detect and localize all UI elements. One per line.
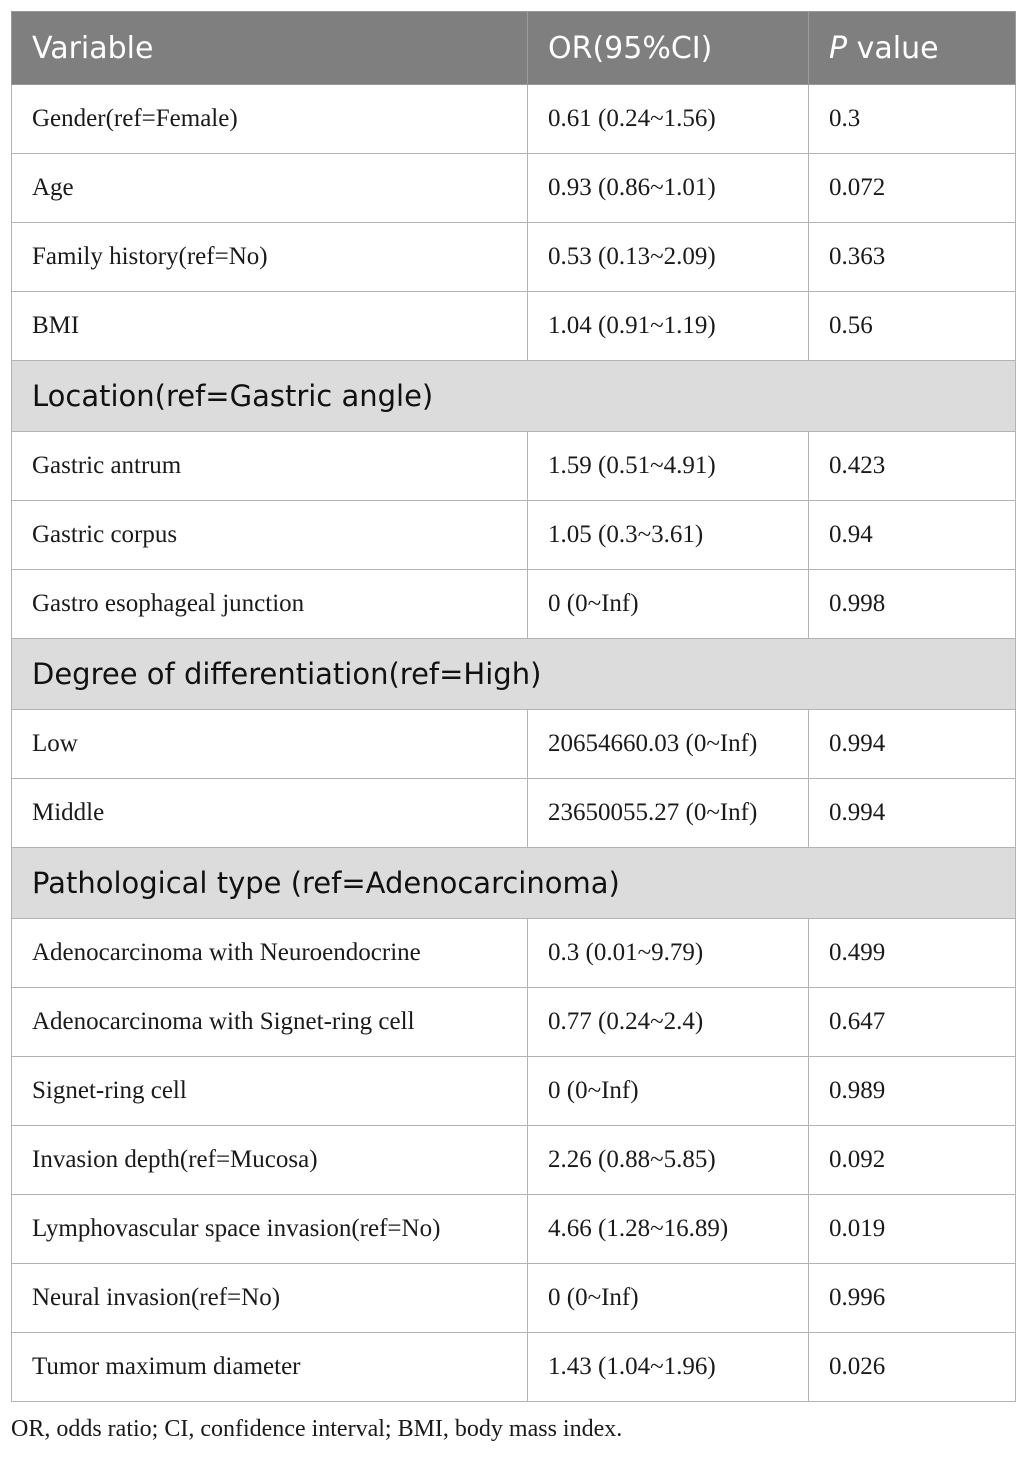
cell-variable: Gastric antrum — [12, 432, 528, 501]
cell-or-ci: 0.93 (0.86~1.01) — [528, 154, 809, 223]
header-p-italic: P — [829, 30, 848, 66]
cell-or-ci: 0.3 (0.01~9.79) — [528, 919, 809, 988]
cell-or-ci: 4.66 (1.28~16.89) — [528, 1195, 809, 1264]
table-row — [12, 223, 1016, 292]
cell-p-value: 0.989 — [809, 1057, 1016, 1126]
table-row — [12, 779, 1016, 848]
cell-variable: Signet-ring cell — [12, 1057, 528, 1126]
cell-or-ci: 0.53 (0.13~2.09) — [528, 223, 809, 292]
table-row — [12, 988, 1016, 1057]
section-row — [12, 361, 1016, 432]
cell-p-value: 0.994 — [809, 779, 1016, 848]
cell-or-ci: 0 (0~Inf) — [528, 1264, 809, 1333]
table-row — [12, 154, 1016, 223]
cell-p-value: 0.423 — [809, 432, 1016, 501]
header-p-value — [809, 12, 1016, 85]
cell-variable: Lymphovascular space invasion(ref=No) — [12, 1195, 528, 1264]
cell-variable: Gastro esophageal junction — [12, 570, 528, 639]
table-row — [12, 432, 1016, 501]
table-row — [12, 85, 1016, 154]
odds-ratio-table — [11, 11, 1016, 1402]
table-row — [12, 1264, 1016, 1333]
cell-p-value: 0.072 — [809, 154, 1016, 223]
header-variable: Variable — [12, 12, 528, 85]
cell-or-ci: 1.04 (0.91~1.19) — [528, 292, 809, 361]
section-title: Location(ref=Gastric angle) — [12, 361, 1016, 432]
table-body — [12, 85, 1016, 1402]
cell-or-ci: 0 (0~Inf) — [528, 1057, 809, 1126]
cell-p-value: 0.092 — [809, 1126, 1016, 1195]
header-row — [12, 12, 1016, 85]
cell-variable: Adenocarcinoma with Neuroendocrine — [12, 919, 528, 988]
table-row — [12, 1126, 1016, 1195]
section-title: Degree of differentiation(ref=High) — [12, 639, 1016, 710]
table-row — [12, 570, 1016, 639]
table-row — [12, 1057, 1016, 1126]
cell-or-ci: 1.43 (1.04~1.96) — [528, 1333, 809, 1402]
table-row — [12, 710, 1016, 779]
cell-p-value: 0.499 — [809, 919, 1016, 988]
cell-or-ci: 23650055.27 (0~Inf) — [528, 779, 809, 848]
header-or-ci: OR(95%CI) — [528, 12, 809, 85]
cell-p-value: 0.363 — [809, 223, 1016, 292]
cell-p-value: 0.56 — [809, 292, 1016, 361]
section-row — [12, 639, 1016, 710]
cell-p-value: 0.994 — [809, 710, 1016, 779]
table-row — [12, 1333, 1016, 1402]
cell-or-ci: 20654660.03 (0~Inf) — [528, 710, 809, 779]
cell-or-ci: 2.26 (0.88~5.85) — [528, 1126, 809, 1195]
cell-variable: Tumor maximum diameter — [12, 1333, 528, 1402]
cell-or-ci: 1.59 (0.51~4.91) — [528, 432, 809, 501]
cell-p-value: 0.026 — [809, 1333, 1016, 1402]
cell-variable: Gastric corpus — [12, 501, 528, 570]
table-footnote: OR, odds ratio; CI, confidence interval; BMI, body mass index. — [11, 1416, 623, 1442]
results-table-container — [11, 11, 1015, 1402]
cell-p-value: 0.3 — [809, 85, 1016, 154]
header-p-rest: value — [847, 30, 939, 66]
section-title: Pathological type (ref=Adenocarcinoma) — [12, 848, 1016, 919]
cell-variable: Low — [12, 710, 528, 779]
table-row — [12, 1195, 1016, 1264]
cell-p-value: 0.998 — [809, 570, 1016, 639]
cell-variable: Gender(ref=Female) — [12, 85, 528, 154]
cell-variable: Invasion depth(ref=Mucosa) — [12, 1126, 528, 1195]
cell-or-ci: 0 (0~Inf) — [528, 570, 809, 639]
cell-p-value: 0.647 — [809, 988, 1016, 1057]
cell-variable: Age — [12, 154, 528, 223]
cell-or-ci: 0.61 (0.24~1.56) — [528, 85, 809, 154]
cell-p-value: 0.996 — [809, 1264, 1016, 1333]
cell-p-value: 0.94 — [809, 501, 1016, 570]
cell-or-ci: 0.77 (0.24~2.4) — [528, 988, 809, 1057]
cell-variable: Neural invasion(ref=No) — [12, 1264, 528, 1333]
table-header — [12, 12, 1016, 85]
table-row — [12, 292, 1016, 361]
table-row — [12, 919, 1016, 988]
section-row — [12, 848, 1016, 919]
cell-p-value: 0.019 — [809, 1195, 1016, 1264]
cell-variable: BMI — [12, 292, 528, 361]
cell-variable: Family history(ref=No) — [12, 223, 528, 292]
cell-variable: Adenocarcinoma with Signet-ring cell — [12, 988, 528, 1057]
cell-or-ci: 1.05 (0.3~3.61) — [528, 501, 809, 570]
cell-variable: Middle — [12, 779, 528, 848]
table-row — [12, 501, 1016, 570]
